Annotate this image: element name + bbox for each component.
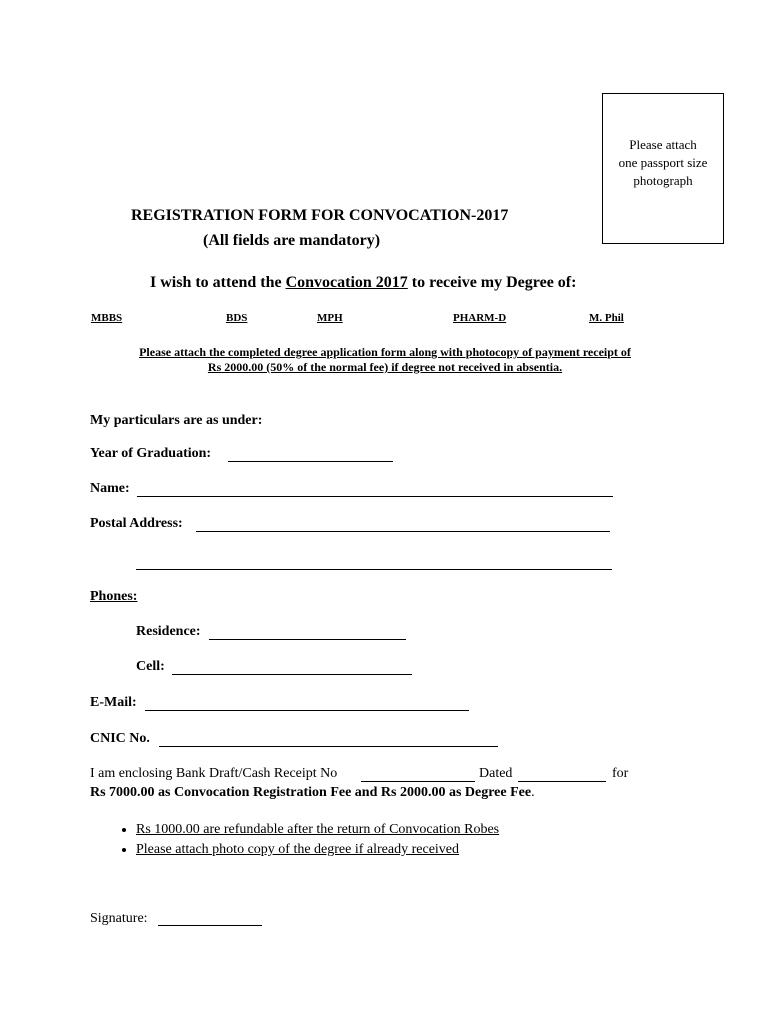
cnic-field[interactable]	[159, 746, 498, 747]
photo-box-line-1: Please attach	[629, 137, 697, 152]
enclosure-text-part-3: for	[612, 766, 629, 781]
intro-before: I wish to attend the	[150, 274, 286, 291]
degree-option-bds[interactable]: BDS	[226, 312, 248, 324]
residence-phone-field[interactable]	[209, 639, 406, 640]
photo-attachment-box	[602, 93, 724, 244]
postal-address-label: Postal Address:	[90, 516, 183, 531]
notes-list	[90, 820, 499, 860]
intro-sentence	[150, 274, 576, 292]
email-label: E-Mail:	[90, 695, 137, 710]
postal-address-field-line-2[interactable]	[136, 569, 612, 570]
form-subtitle: (All fields are mandatory)	[203, 232, 381, 249]
cnic-label: CNIC No.	[90, 731, 150, 746]
note-refund: • Rs 1000.00 are refundable after the return of Convocation Robes	[136, 820, 499, 840]
form-title: REGISTRATION FORM FOR CONVOCATION-2017	[131, 207, 509, 224]
notice-line-1: Please attach the completed degree application form along with photocopy of payment receipt of	[139, 345, 631, 359]
residence-label: Residence:	[136, 624, 201, 639]
signature-label: Signature:	[90, 911, 148, 926]
particulars-heading: My particulars are as under:	[90, 413, 263, 428]
intro-convocation: Convocation 2017	[285, 274, 408, 291]
cell-phone-field[interactable]	[172, 674, 412, 675]
note-degree-copy: • Please attach photo copy of the degree if already received	[136, 840, 499, 860]
fee-statement	[90, 785, 535, 801]
fee-statement-bold: Rs 7000.00 as Convocation Registration Fee and Rs 2000.00 as Degree Fee	[90, 785, 532, 800]
photo-box-line-3: photograph	[633, 173, 693, 188]
notice-line-2: Rs 2000.00 (50% of the normal fee) if degree not received in absentia.	[207, 360, 563, 374]
enclosure-text-part-2: Dated	[479, 766, 513, 781]
fee-statement-end: .	[531, 785, 535, 800]
email-field[interactable]	[145, 710, 469, 711]
enclosure-text-part-1: I am enclosing Bank Draft/Cash Receipt No	[90, 766, 338, 781]
phones-heading: Phones:	[90, 589, 138, 604]
receipt-date-field[interactable]	[518, 781, 606, 782]
cell-label: Cell:	[136, 659, 165, 674]
year-of-graduation-label: Year of Graduation:	[90, 446, 212, 461]
receipt-number-field[interactable]	[361, 781, 475, 782]
name-field[interactable]	[137, 496, 613, 497]
postal-address-field[interactable]	[196, 531, 610, 532]
degree-option-mphil[interactable]: M. Phil	[589, 312, 624, 324]
photo-box-line-2: one passport size	[618, 155, 708, 170]
year-of-graduation-field[interactable]	[228, 461, 393, 462]
name-label: Name:	[90, 481, 130, 496]
degree-option-mph[interactable]: MPH	[317, 312, 343, 324]
degree-option-pharmd[interactable]: PHARM-D	[453, 312, 507, 324]
degree-option-mbbs[interactable]: MBBS	[91, 312, 123, 324]
signature-field[interactable]	[158, 925, 262, 926]
intro-after: to receive my Degree of:	[407, 274, 577, 291]
attachment-notice	[90, 345, 680, 375]
